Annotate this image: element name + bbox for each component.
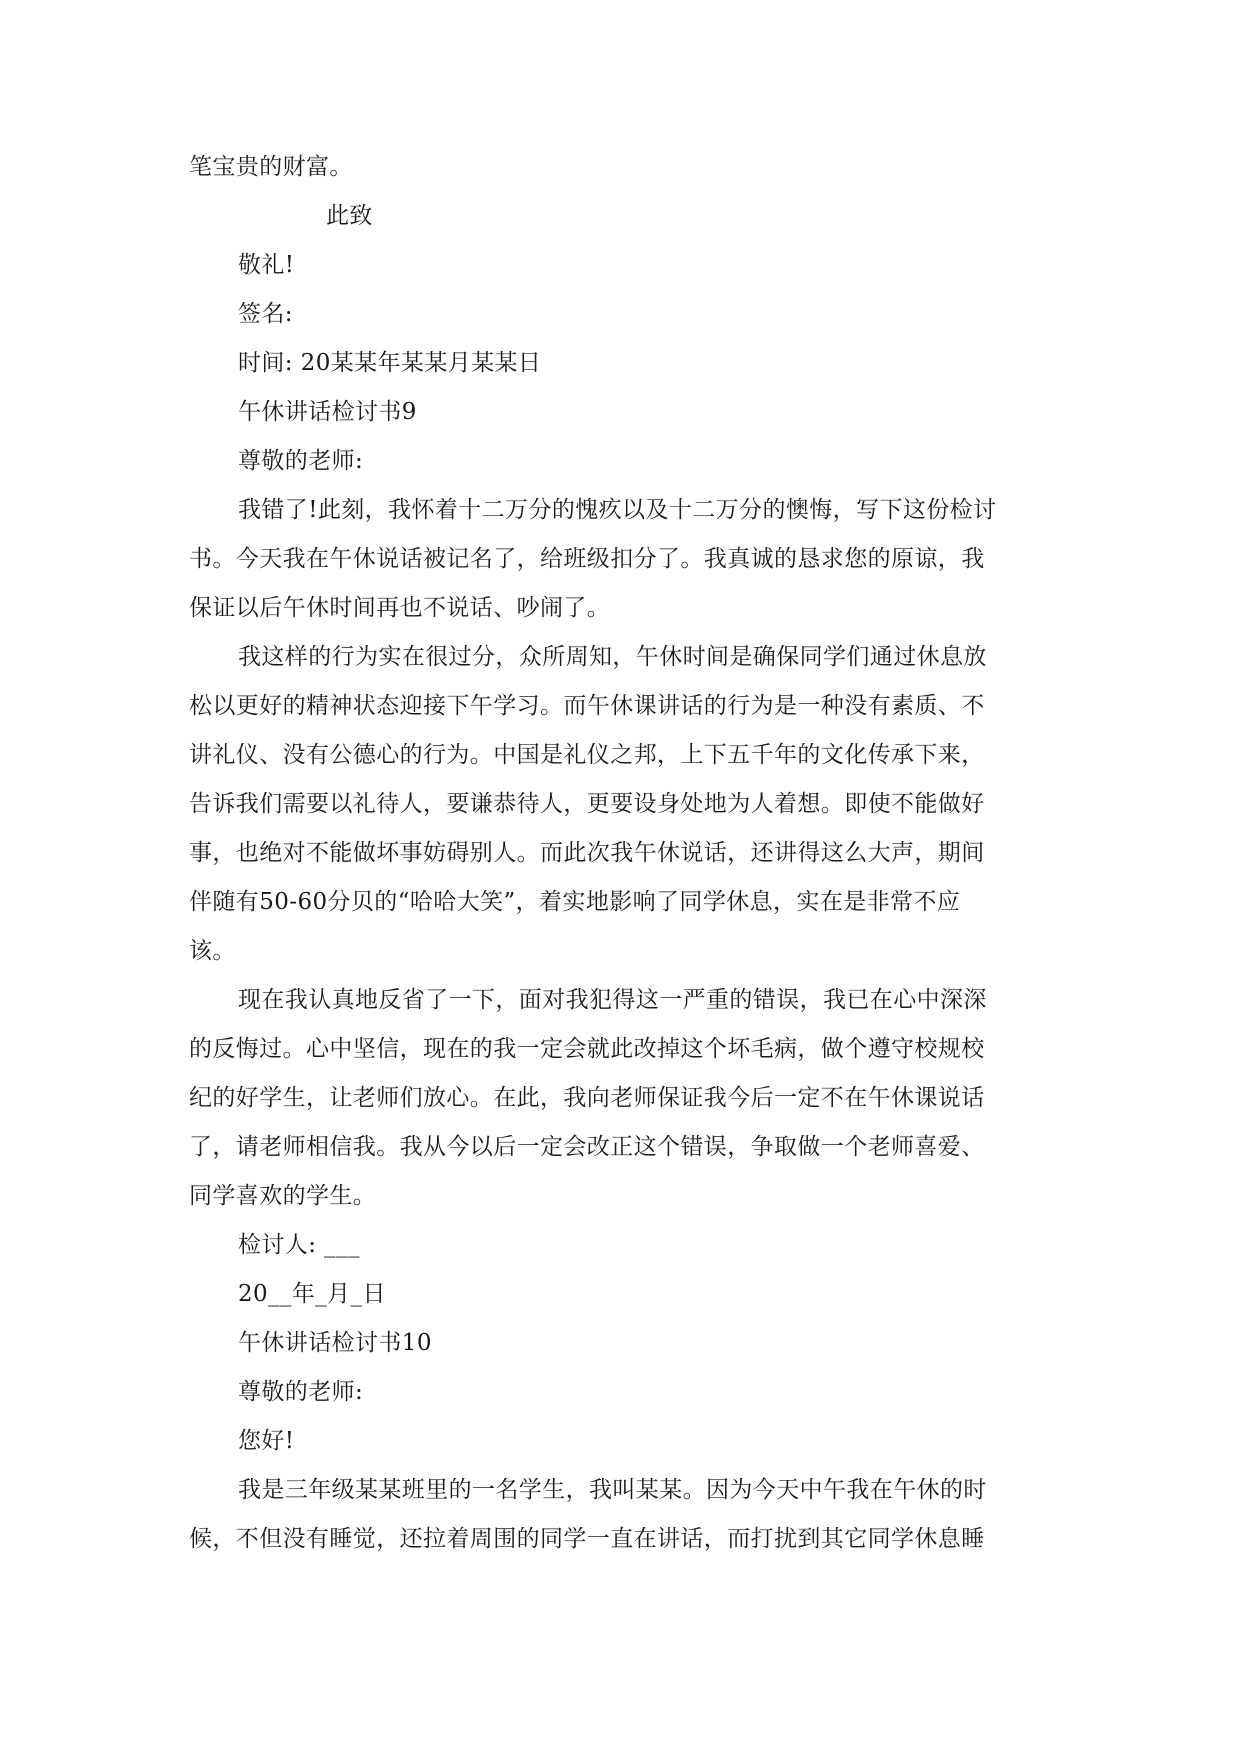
greeting: 尊敬的老师: (238, 448, 364, 474)
text-line: 讲礼仪、没有公德心的行为。中国是礼仪之邦，上下五千年的文化传承下来， (189, 742, 985, 768)
closing-regards: 敬礼! (238, 252, 295, 278)
text-line: 书。今天我在午休说话被记名了，给班级扣分了。我真诚的恳求您的原谅，我 (189, 546, 985, 572)
text-line: 保证以后午休时间再也不说话、吵闹了。 (189, 595, 611, 621)
text-line: 同学喜欢的学生。 (189, 1183, 377, 1209)
section-title: 午休讲话检讨书10 (238, 1330, 432, 1356)
reviewer-label: 检讨人: ___ (238, 1232, 360, 1258)
text-line: 笔宝贵的财富。 (189, 154, 353, 180)
text-line: 事，也绝对不能做坏事妨碍别人。而此次我午休说话，还讲得这么大声，期间 (189, 840, 985, 866)
date-line: 时间: 20某某年某某月某某日 (238, 350, 542, 376)
greeting: 尊敬的老师: (238, 1379, 364, 1405)
closing-salutation: 此致 (326, 203, 373, 229)
date-line: 20__年_月_日 (238, 1281, 386, 1307)
text-line: 我是三年级某某班里的一名学生，我叫某某。因为今天中午我在午休的时 (238, 1477, 987, 1503)
text-line: 该。 (189, 938, 236, 964)
text-line: 了，请老师相信我。我从今以后一定会改正这个错误，争取做一个老师喜爱、 (189, 1134, 985, 1160)
text-line: 我错了!此刻，我怀着十二万分的愧疚以及十二万分的懊悔，写下这份检讨 (238, 497, 997, 523)
text-line: 纪的好学生，让老师们放心。在此，我向老师保证我今后一定不在午休课说话 (189, 1085, 985, 1111)
text-line: 我这样的行为实在很过分，众所周知，午休时间是确保同学们通过休息放 (238, 644, 987, 670)
text-line: 现在我认真地反省了一下，面对我犯得这一严重的错误，我已在心中深深 (238, 987, 987, 1013)
text-line: 伴随有50-60分贝的“哈哈大笑”，着实地影响了同学休息，实在是非常不应 (189, 889, 961, 915)
text-line: 松以更好的精神状态迎接下午学习。而午休课讲话的行为是一种没有素质、不 (189, 693, 985, 719)
section-title: 午休讲话检讨书9 (238, 399, 417, 425)
signature-label: 签名: (238, 301, 293, 327)
text-line: 候，不但没有睡觉，还拉着周围的同学一直在讲话，而打扰到其它同学休息睡 (189, 1526, 985, 1552)
greeting-hello: 您好! (238, 1428, 295, 1454)
text-line: 告诉我们需要以礼待人，要谦恭待人，更要设身处地为人着想。即使不能做好 (189, 791, 985, 817)
text-line: 的反悔过。心中坚信，现在的我一定会就此改掉这个坏毛病，做个遵守校规校 (189, 1036, 985, 1062)
